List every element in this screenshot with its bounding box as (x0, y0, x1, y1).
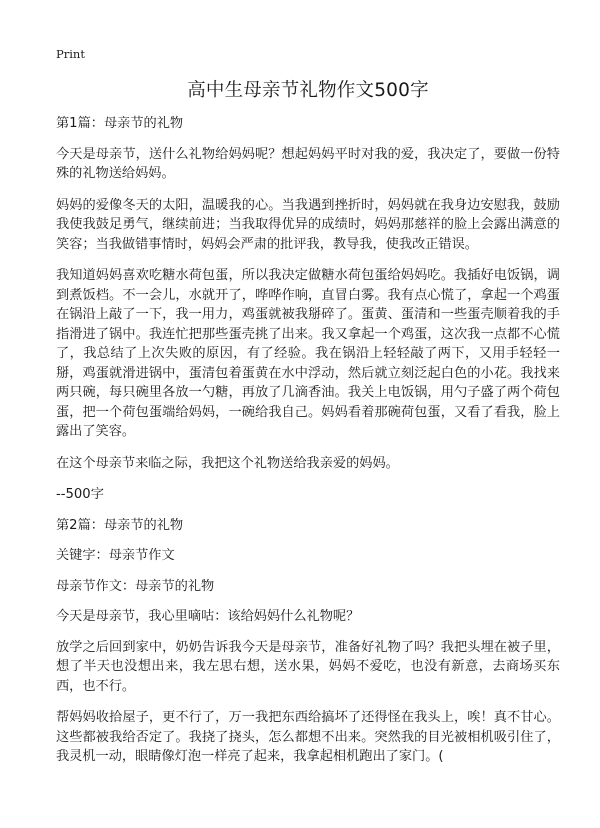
paragraph: 在这个母亲节来临之际，我把这个礼物送给我亲爱的妈妈。 (56, 455, 399, 471)
paragraph: 今天是母亲节，送什么礼物给妈妈呢？想起妈妈平时对我的爱，我决定了，要做一份特殊的礼物送给妈妈。 (56, 146, 560, 181)
page-title: 高中生母亲节礼物作文500字 (187, 80, 429, 101)
paragraph: 今天是母亲节，我心里嘀咕：该给妈妈什么礼物呢？ (56, 609, 360, 624)
article-body (56, 114, 560, 767)
section-heading-2: 第2篇：母亲节的礼物 (56, 517, 184, 533)
paragraph: 放学之后回到家中，奶奶告诉我今天是母亲节，准备好礼物了吗？我把头埋在被子里，想了半天也没想出来，我左思右想，送水果，妈妈不爱吃，也没有新意，去商场买东西，也不行。 (56, 639, 560, 694)
paragraph: 妈妈的爱像冬天的太阳，温暖我的心。当我遇到挫折时，妈妈就在我身边安慰我，鼓励我使我鼓足勇气，继续前进；当我取得优异的成绩时，妈妈那慈祥的脸上会露出满意的笑容；当我做错事情时，妈妈会严肃的批评我，教导我，使我改正错误。 (56, 197, 560, 252)
section-heading-1: 第1篇：母亲节的礼物 (56, 116, 184, 131)
keywords-line: 关键字：母亲节作文 (56, 548, 175, 563)
paragraph: 我知道妈妈喜欢吃糖水荷包蛋，所以我决定做糖水荷包蛋给妈妈吃。我插好电饭锅，调到煮饭档。不一会儿，水就开了，哗哗作响，直冒白雾。我有点心慌了，拿起一个鸡蛋在锅沿上敲了一下，我一用力，鸡蛋就被我掰碎了。蛋黄、蛋清和一些蛋壳顺着我的手指滑进了锅中。我连忙把那些蛋壳挑了出来。我又拿起一个鸡蛋，这次我一点都不心慌了，我总结了上次失败的原因，有了经验。我在锅沿上轻轻敲了两下，又用手轻轻一掰，鸡蛋就滑进锅中，蛋清包着蛋黄在水中浮动，然后就立刻泛起白色的小花。我找来两只碗，每只碗里各放一勺糖，再放了几滴香油。我关上电饭锅，用勺子盛了两个荷包蛋，把一个荷包蛋端给妈妈，一碗给我自己。妈妈看着那碗荷包蛋，又看了看我，脸上露出了笑容。 (56, 268, 560, 439)
word-count-note: --500字 (56, 487, 104, 502)
print-link[interactable]: Print (56, 47, 85, 61)
paragraph: 帮妈妈收拾屋子，更不行了，万一我把东西给搞坏了还得怪在我头上，唉！真不甘心。这些都被我给否定了。我挠了挠头，怎么都想不出来。突然我的目光被相机吸引住了，我灵机一动，眼睛像灯泡一样亮了起来，我拿起相机跑出了家门。( (56, 710, 560, 764)
essay-subtitle: 母亲节作文：母亲节的礼物 (56, 578, 215, 594)
